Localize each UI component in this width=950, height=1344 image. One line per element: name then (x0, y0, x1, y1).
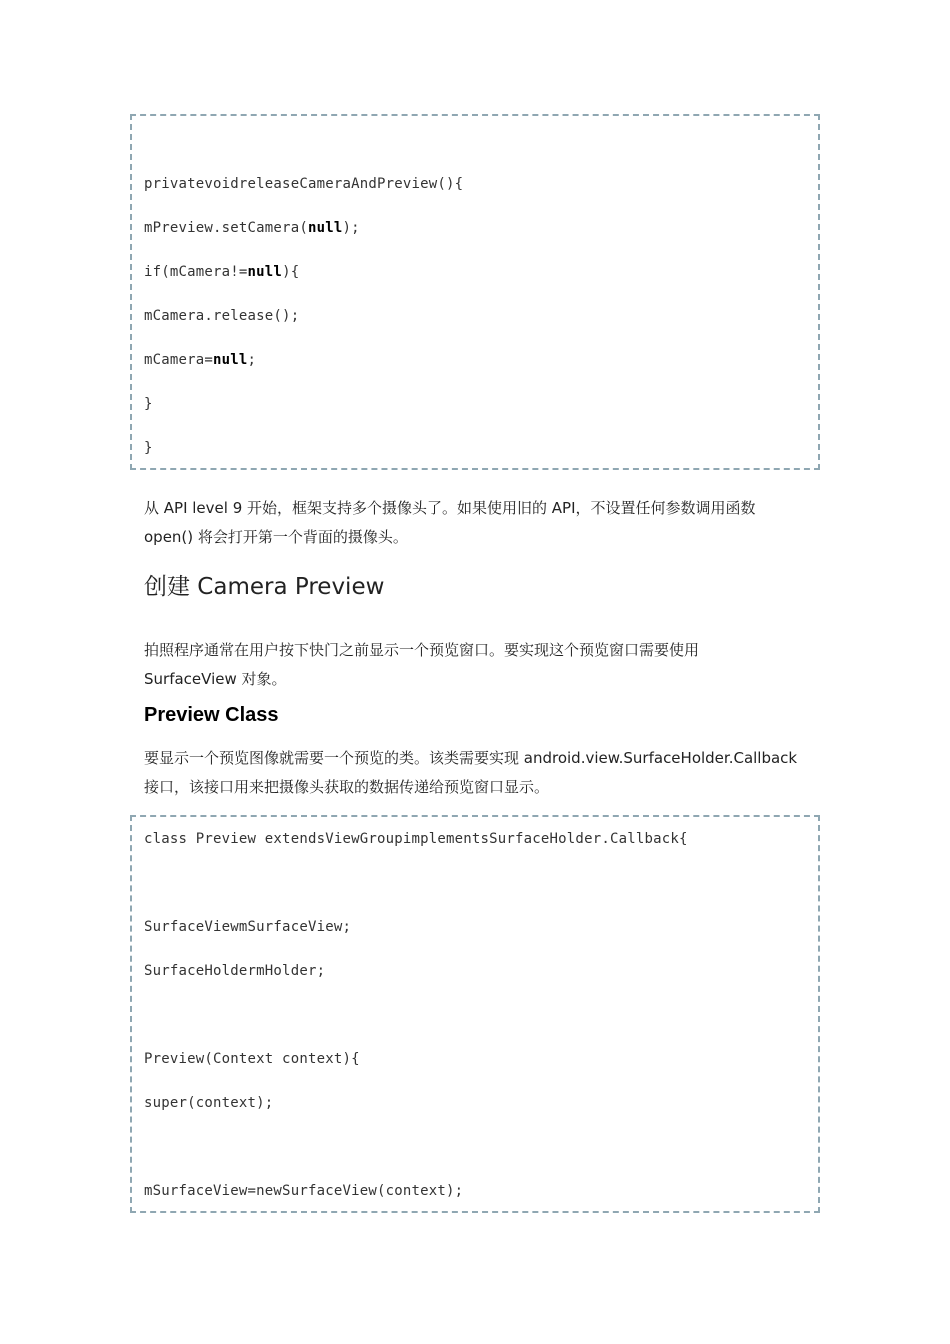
paragraph-line: open() 将会打开第一个背面的摄像头。 (144, 528, 408, 546)
code-line: if(mCamera!=null){ (144, 264, 300, 280)
code-line: mSurfaceView=newSurfaceView(context); (144, 1183, 464, 1199)
code-block-preview-class (130, 815, 820, 1213)
subsection-heading: Preview Class (144, 704, 279, 726)
code-line: Preview(Context context){ (144, 1051, 360, 1067)
intro-paragraph (144, 494, 824, 552)
code-line: class Preview extendsViewGroupimplementsSurfaceHolder.Callback{ (144, 831, 688, 847)
subsection-paragraph (144, 744, 824, 802)
paragraph-line: 拍照程序通常在用户按下快门之前显示一个预览窗口。要实现这个预览窗口需要使用 (144, 641, 700, 659)
code-block-release-camera (130, 114, 820, 470)
paragraph-line: 从 API level 9 开始，框架支持多个摄像头了。如果使用旧的 API，不设置任何参数调用函数 (144, 499, 756, 517)
code-line: } (144, 440, 153, 456)
code-line: mCamera=null; (144, 352, 257, 368)
code-line: mPreview.setCamera(null); (144, 220, 360, 236)
code-line: SurfaceViewmSurfaceView; (144, 919, 352, 935)
paragraph-line: 接口，该接口用来把摄像头获取的数据传递给预览窗口显示。 (144, 778, 550, 796)
code-line: SurfaceHoldermHolder; (144, 963, 326, 979)
code-line: super(context); (144, 1095, 274, 1111)
code-line: mCamera.release(); (144, 308, 300, 324)
section-paragraph (144, 636, 824, 694)
code-line: } (144, 396, 153, 412)
paragraph-line: 要显示一个预览图像就需要一个预览的类。该类需要实现 android.view.SurfaceHolder.Callback (144, 749, 798, 767)
code-line: privatevoidreleaseCameraAndPreview(){ (144, 176, 464, 192)
paragraph-line: SurfaceView 对象。 (144, 670, 287, 688)
section-heading: 创建 Camera Preview (144, 574, 385, 600)
